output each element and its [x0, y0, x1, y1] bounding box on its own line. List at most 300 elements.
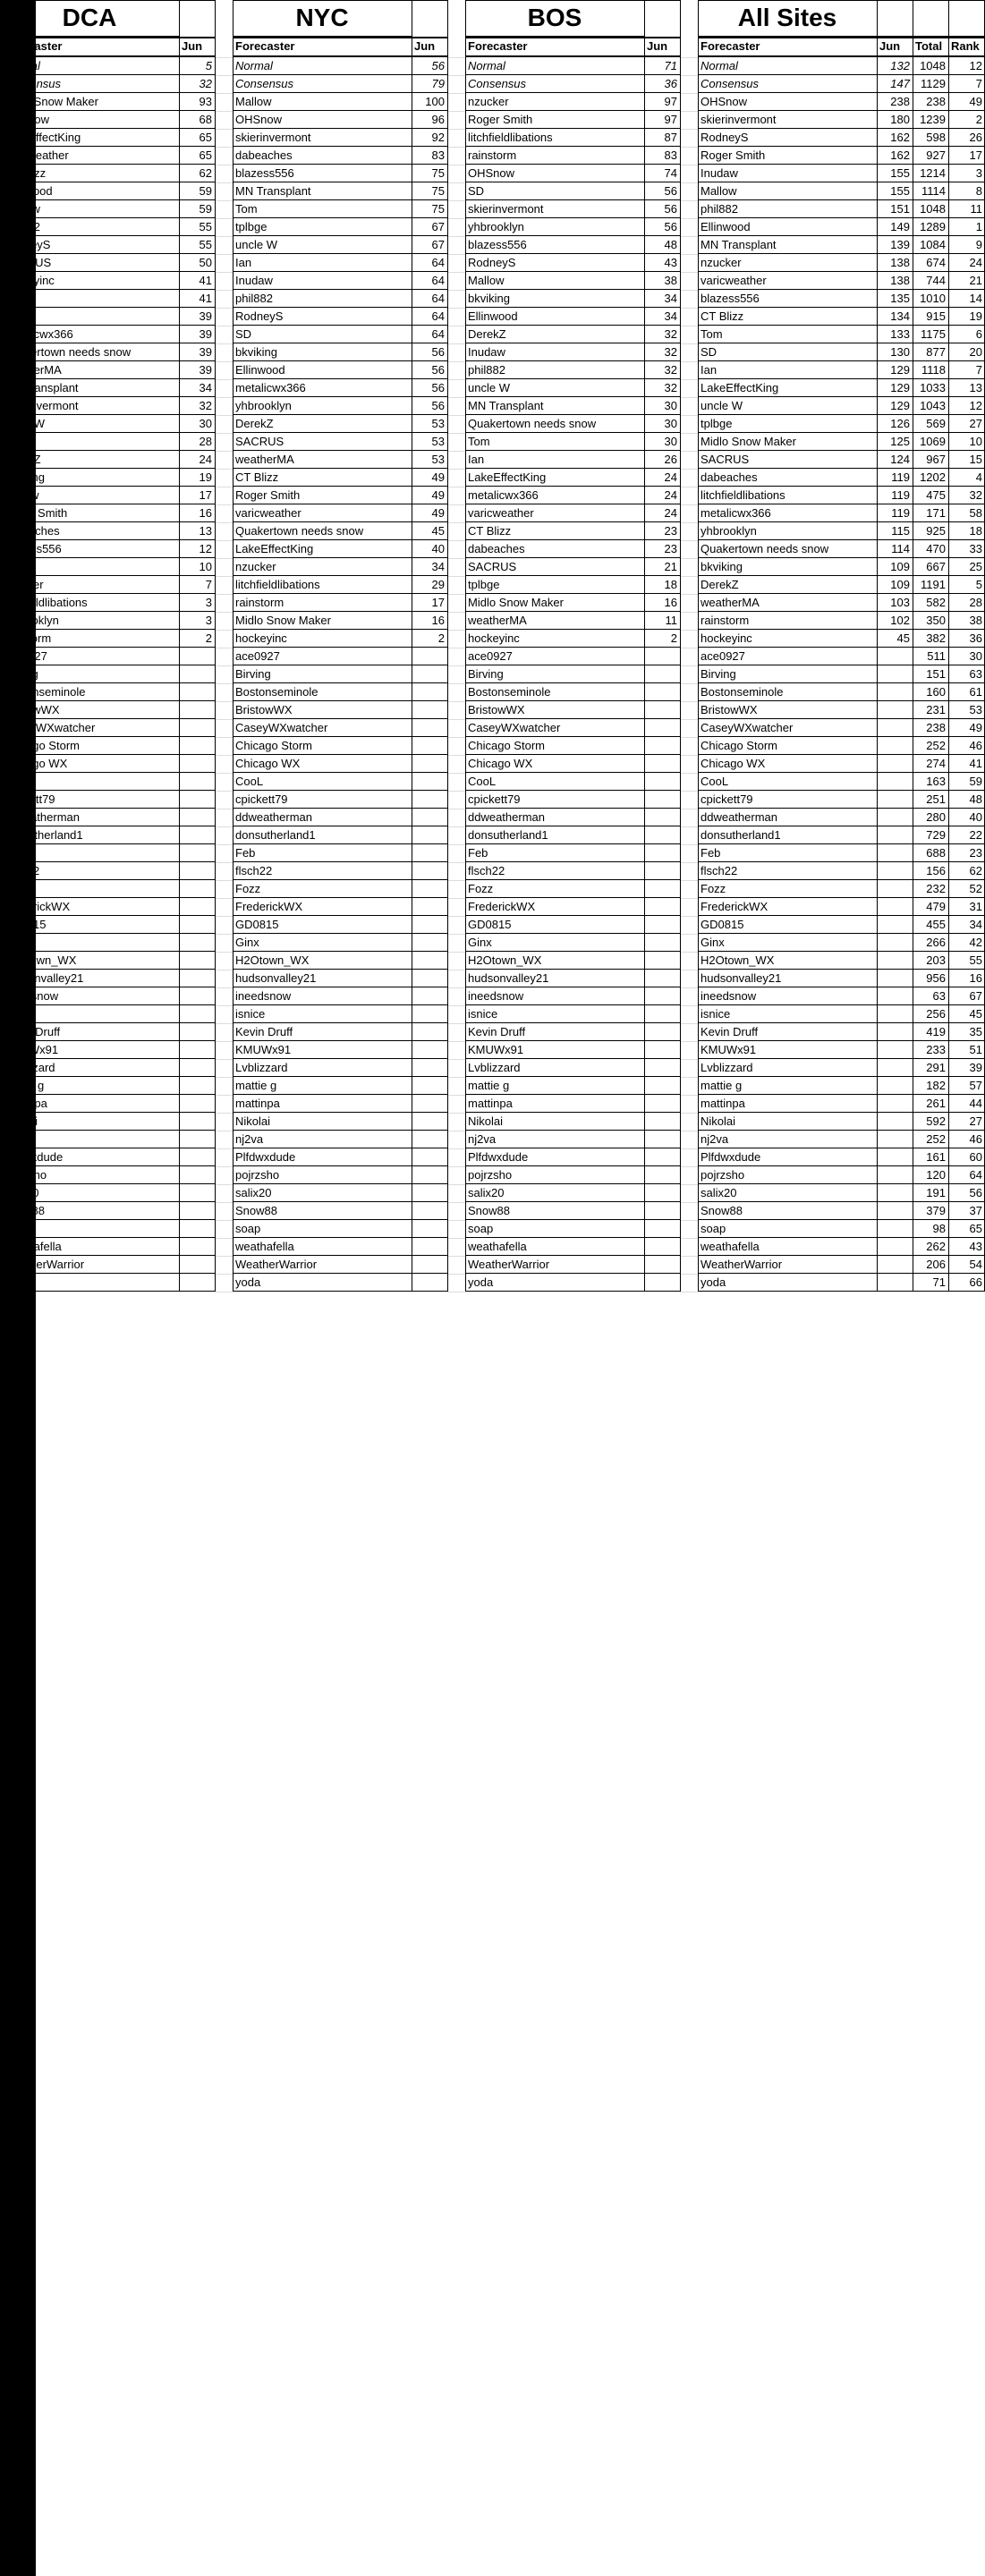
- grid-line: [465, 217, 680, 218]
- allsites-jun-score: 114: [891, 542, 910, 555]
- grid-line: [447, 683, 465, 684]
- grid-line: [447, 1274, 465, 1275]
- allsites-forecaster-name: Normal: [701, 59, 738, 72]
- grid-line: [0, 1022, 215, 1023]
- grid-line: [465, 575, 680, 576]
- grid-line: [215, 558, 233, 559]
- allsites-rank: 32: [969, 488, 982, 502]
- grid-line: [680, 1113, 698, 1114]
- bos-jun-score: 32: [664, 327, 677, 341]
- grid-line: [447, 1077, 465, 1078]
- bos-forecaster-name: metalicwx366: [468, 488, 539, 502]
- grid-line: [465, 1004, 680, 1005]
- grid-line: [233, 55, 447, 57]
- grid-line: [447, 1148, 465, 1149]
- allsites-jun-score: 135: [890, 292, 910, 305]
- dca-forecaster-name: nzucker: [3, 578, 44, 591]
- grid-line: [447, 236, 465, 237]
- dca-forecaster-name: Normal: [3, 59, 40, 72]
- allsites-rank: 18: [969, 524, 982, 538]
- grid-line: [680, 522, 698, 523]
- grid-line: [465, 1094, 680, 1095]
- grid-line: [465, 629, 680, 630]
- allsites-total-score: 151: [926, 667, 946, 681]
- grid-line: [447, 415, 465, 416]
- grid-line: [447, 1023, 465, 1024]
- allsites-total-score: 71: [932, 1275, 946, 1289]
- dca-inactive-forecaster-name: CooL: [3, 775, 31, 788]
- grid-line: [215, 987, 233, 988]
- bos-forecaster-name: Ellinwood: [468, 309, 518, 323]
- grid-line: [447, 1166, 465, 1167]
- grid-line: [233, 1112, 447, 1113]
- grid-line: [698, 1183, 985, 1184]
- grid-line: [215, 57, 233, 58]
- nyc-jun-score: 17: [431, 596, 445, 609]
- bos-forecaster-name: SD: [468, 184, 485, 198]
- grid-line: [465, 1022, 680, 1023]
- allsites-forecaster-name: bkviking: [701, 560, 743, 573]
- grid-line: [680, 737, 698, 738]
- allsites-total-score: 927: [926, 148, 946, 162]
- grid-line: [698, 128, 985, 129]
- nyc-inactive-forecaster-name: ineedsnow: [235, 989, 292, 1003]
- nyc-forecaster-name: Consensus: [235, 77, 294, 90]
- allsites-rank: 30: [969, 649, 982, 663]
- allsites-rank: 16: [969, 971, 982, 985]
- dca-inactive-forecaster-name: ineedsnow: [3, 989, 59, 1003]
- allsites-inactive-forecaster-name: Nikolai: [701, 1114, 736, 1128]
- grid-line: [233, 468, 447, 469]
- grid-line: [0, 199, 215, 200]
- allsites-total-score: 674: [926, 256, 946, 269]
- grid-line: [465, 718, 680, 719]
- grid-line: [0, 1237, 215, 1238]
- allsites-rank: 40: [969, 810, 982, 824]
- nyc-jun-score: 79: [431, 77, 445, 90]
- allsites-inactive-forecaster-name: flsch22: [701, 864, 738, 877]
- bos-forecaster-name: SACRUS: [468, 560, 517, 573]
- nyc-inactive-forecaster-name: BristowWX: [235, 703, 293, 716]
- grid-line: [680, 1238, 698, 1239]
- allsites-jun-score: 132: [890, 59, 910, 72]
- nyc-inactive-forecaster-name: Plfdwxdude: [235, 1150, 296, 1164]
- grid-line: [698, 897, 985, 898]
- bos-forecaster-name: dabeaches: [468, 542, 525, 555]
- grid-line: [447, 701, 465, 702]
- grid-line: [215, 1184, 233, 1185]
- grid-line: [233, 146, 447, 147]
- grid-line: [680, 236, 698, 237]
- allsites-rank: 13: [969, 381, 982, 394]
- allsites-forecaster-name: Mallow: [701, 184, 737, 198]
- grid-line: [215, 630, 233, 631]
- dca-jun-score: 3: [205, 596, 212, 609]
- grid-line: [680, 504, 698, 505]
- nyc-forecaster-name: Tom: [235, 202, 258, 216]
- allsites-total-score: 1010: [920, 292, 946, 305]
- allsites-jun-score: 238: [890, 95, 910, 108]
- nyc-inactive-forecaster-name: donsutherland1: [235, 828, 316, 842]
- nyc-jun-score: 64: [431, 292, 445, 305]
- allsites-forecaster-name: weatherMA: [701, 596, 760, 609]
- grid-line: [465, 128, 680, 129]
- allsites-rank: 14: [969, 292, 982, 305]
- grid-line: [447, 1256, 465, 1257]
- grid-line: [233, 450, 447, 451]
- grid-line: [465, 486, 680, 487]
- bos-jun-score: 32: [664, 345, 677, 359]
- nyc-jun-score: 56: [431, 381, 445, 394]
- dca-inactive-forecaster-name: Fozz: [3, 882, 29, 895]
- allsites-jun-score: 109: [890, 578, 910, 591]
- bos-forecaster-name: CT Blizz: [468, 524, 512, 538]
- grid-line: [233, 539, 447, 540]
- grid-line: [698, 629, 985, 630]
- grid-line: [465, 1255, 680, 1256]
- grid-line: [215, 719, 233, 720]
- allsites-total-score: 350: [926, 614, 946, 627]
- grid-line: [680, 75, 698, 76]
- nyc-inactive-forecaster-name: Chicago Storm: [235, 739, 312, 752]
- allsites-rank: 56: [969, 1186, 982, 1199]
- nyc-forecaster-name: yhbrooklyn: [235, 399, 292, 412]
- allsites-rank: 61: [969, 685, 982, 699]
- grid-line: [465, 700, 680, 701]
- nyc-forecaster-name: LakeEffectKing: [235, 542, 314, 555]
- allsites-rank: 33: [969, 542, 982, 555]
- allsites-rank: 38: [969, 614, 982, 627]
- bos-jun-score: 71: [664, 59, 677, 72]
- grid-line: [447, 451, 465, 452]
- allsites-inactive-forecaster-name: Snow88: [701, 1204, 743, 1217]
- bos-inactive-forecaster-name: nj2va: [468, 1132, 497, 1146]
- grid-line: [465, 736, 680, 737]
- grid-line: [215, 75, 233, 76]
- grid-line: [680, 290, 698, 291]
- grid-line: [680, 880, 698, 881]
- grid-line: [698, 1040, 985, 1041]
- grid-line: [447, 522, 465, 523]
- grid-line: [698, 1165, 985, 1166]
- bos-jun-score: 32: [664, 381, 677, 394]
- allsites-rank: 43: [969, 1240, 982, 1253]
- bos-jun-score: 48: [664, 238, 677, 251]
- grid-line: [698, 611, 985, 612]
- nyc-inactive-forecaster-name: yoda: [235, 1275, 261, 1289]
- grid-line: [0, 611, 215, 612]
- dca-jun-score: 62: [199, 166, 212, 180]
- allsites-rank: 6: [975, 327, 982, 341]
- grid-line: [447, 862, 465, 863]
- allsites-total-score: 915: [926, 309, 946, 323]
- dca-jun-score: 65: [199, 148, 212, 162]
- dca-jun-score: 50: [199, 256, 212, 269]
- dca-jun-score: 32: [199, 77, 212, 90]
- allsites-header-forecaster: Forecaster: [701, 39, 760, 53]
- grid-line: [465, 790, 680, 791]
- dca-inactive-forecaster-name: donsutherland1: [3, 828, 83, 842]
- grid-line: [0, 897, 215, 898]
- allsites-rank: 41: [969, 757, 982, 770]
- allsites-inactive-forecaster-name: BristowWX: [701, 703, 758, 716]
- allsites-forecaster-name: DerekZ: [701, 578, 739, 591]
- grid-line: [0, 1076, 215, 1077]
- grid-line: [465, 682, 680, 683]
- grid-line: [465, 1165, 680, 1166]
- allsites-inactive-forecaster-name: mattinpa: [701, 1097, 745, 1110]
- grid-line: [680, 773, 698, 774]
- bos-forecaster-name: Tom: [468, 435, 490, 448]
- grid-line: [465, 897, 680, 898]
- nyc-inactive-forecaster-name: hudsonvalley21: [235, 971, 317, 985]
- grid-line: [465, 843, 680, 844]
- grid-line: [680, 1095, 698, 1096]
- grid-line: [680, 862, 698, 863]
- allsites-header-jun: Jun: [879, 39, 901, 53]
- allsites-inactive-forecaster-name: CaseyWXwatcher: [701, 721, 794, 734]
- allsites-jun-score: 102: [890, 614, 910, 627]
- grid-line: [698, 1255, 985, 1256]
- nyc-forecaster-name: CT Blizz: [235, 470, 279, 484]
- nyc-inactive-forecaster-name: Birving: [235, 667, 271, 681]
- grid-line: [680, 1041, 698, 1042]
- grid-line: [465, 378, 680, 379]
- grid-line: [0, 861, 215, 862]
- grid-line: [215, 1041, 233, 1042]
- bos-inactive-forecaster-name: isnice: [468, 1007, 498, 1021]
- grid-line: [233, 879, 447, 880]
- grid-line: [680, 93, 698, 94]
- grid-line: [465, 951, 680, 952]
- grid-line: [698, 37, 985, 38]
- grid-line: [0, 1112, 215, 1113]
- grid-line: [233, 253, 447, 254]
- bos-jun-score: 24: [664, 506, 677, 520]
- allsites-jun-score: 134: [890, 309, 910, 323]
- bos-jun-score: 23: [664, 542, 677, 555]
- allsites-total-score: 274: [926, 757, 946, 770]
- nyc-inactive-forecaster-name: weathafella: [235, 1240, 294, 1253]
- bos-inactive-forecaster-name: Birving: [468, 667, 504, 681]
- grid-line: [680, 379, 698, 380]
- grid-line: [233, 217, 447, 218]
- dca-inactive-forecaster-name: Kevin Druff: [3, 1025, 61, 1038]
- dca-inactive-forecaster-name: Chicago WX: [3, 757, 68, 770]
- grid-line: [447, 844, 465, 845]
- grid-line: [0, 879, 215, 880]
- dca-jun-score: 55: [199, 238, 212, 251]
- dca-inactive-forecaster-name: Bostonseminole: [3, 685, 86, 699]
- allsites-forecaster-name: metalicwx366: [701, 506, 771, 520]
- grid-line: [447, 397, 465, 398]
- grid-line: [215, 451, 233, 452]
- grid-line: [447, 1202, 465, 1203]
- nyc-inactive-forecaster-name: Bostonseminole: [235, 685, 318, 699]
- grid-line: [698, 199, 985, 200]
- allsites-rank: 24: [969, 256, 982, 269]
- grid-line: [447, 254, 465, 255]
- bos-jun-score: 97: [664, 95, 677, 108]
- grid-line: [233, 37, 447, 38]
- grid-line: [698, 1076, 985, 1077]
- allsites-forecaster-name: Quakertown needs snow: [701, 542, 829, 555]
- grid-line: [465, 396, 680, 397]
- grid-line: [215, 826, 233, 827]
- grid-line: [233, 736, 447, 737]
- allsites-total-score: 582: [926, 596, 946, 609]
- allsites-total-score: 592: [926, 1114, 946, 1128]
- dca-inactive-forecaster-name: Birving: [3, 667, 38, 681]
- bos-forecaster-name: Quakertown needs snow: [468, 417, 597, 430]
- allsites-total-score: 1048: [920, 202, 946, 216]
- dca-inactive-forecaster-name: isnice: [3, 1007, 33, 1021]
- grid-line: [233, 1291, 447, 1292]
- grid-line: [447, 308, 465, 309]
- bos-inactive-forecaster-name: GD0815: [468, 918, 512, 931]
- dca-inactive-forecaster-name: mattinpa: [3, 1097, 47, 1110]
- dca-jun-score: 55: [199, 220, 212, 233]
- grid-line: [698, 146, 985, 147]
- grid-line: [680, 415, 698, 416]
- allsites-total-score: 98: [932, 1222, 946, 1235]
- nyc-inactive-forecaster-name: Kevin Druff: [235, 1025, 293, 1038]
- nyc-jun-score: 56: [431, 363, 445, 377]
- grid-line: [465, 164, 680, 165]
- allsites-forecaster-name: Ian: [701, 363, 718, 377]
- grid-line: [465, 1237, 680, 1238]
- dca-forecaster-name: yhbrooklyn: [3, 614, 59, 627]
- grid-line: [680, 451, 698, 452]
- nyc-forecaster-name: hockeyinc: [235, 631, 287, 645]
- allsites-forecaster-name: blazess556: [701, 292, 760, 305]
- grid-line: [447, 791, 465, 792]
- dca-inactive-forecaster-name: WeatherWarrior: [3, 1258, 85, 1271]
- bos-inactive-forecaster-name: ineedsnow: [468, 989, 524, 1003]
- nyc-jun-score: 96: [431, 113, 445, 126]
- bos-inactive-forecaster-name: Chicago WX: [468, 757, 533, 770]
- allsites-inactive-forecaster-name: FrederickWX: [701, 900, 768, 913]
- dca-forecaster-name: Consensus: [3, 77, 62, 90]
- nyc-inactive-forecaster-name: pojrzsho: [235, 1168, 280, 1182]
- grid-line: [0, 969, 215, 970]
- allsites-total-score: 744: [926, 274, 946, 287]
- allsites-rank: 5: [975, 578, 982, 591]
- grid-line: [179, 0, 180, 1292]
- grid-line: [215, 93, 233, 94]
- dca-forecaster-name: skierinvermont: [3, 399, 79, 412]
- dca-forecaster-name: blazess556: [3, 542, 62, 555]
- grid-line: [447, 558, 465, 559]
- allsites-jun-score: 162: [890, 148, 910, 162]
- grid-line: [215, 773, 233, 774]
- allsites-inactive-forecaster-name: soap: [701, 1222, 726, 1235]
- allsites-total-score: 252: [926, 1132, 946, 1146]
- allsites-inactive-forecaster-name: Chicago WX: [701, 757, 766, 770]
- nyc-inactive-forecaster-name: H2Otown_WX: [235, 953, 310, 967]
- nyc-inactive-forecaster-name: flsch22: [235, 864, 273, 877]
- grid-line: [0, 0, 1, 1292]
- grid-line: [215, 701, 233, 702]
- allsites-total-score: 120: [926, 1168, 946, 1182]
- grid-line: [698, 843, 985, 844]
- grid-line: [465, 1112, 680, 1113]
- allsites-rank: 2: [975, 113, 982, 126]
- grid-line: [233, 432, 447, 433]
- grid-line: [233, 915, 447, 916]
- grid-line: [447, 1095, 465, 1096]
- bos-jun-score: 56: [664, 184, 677, 198]
- grid-line: [465, 879, 680, 880]
- grid-line: [680, 1077, 698, 1078]
- grid-line: [698, 647, 985, 648]
- dca-inactive-forecaster-name: salix20: [3, 1186, 39, 1199]
- grid-line: [233, 1165, 447, 1166]
- allsites-inactive-forecaster-name: isnice: [701, 1007, 731, 1021]
- allsites-jun-score: 119: [891, 488, 910, 502]
- grid-line: [465, 539, 680, 540]
- grid-line: [447, 182, 465, 183]
- grid-line: [0, 915, 215, 916]
- grid-line: [215, 755, 233, 756]
- allsites-rank: 1: [975, 220, 982, 233]
- nyc-forecaster-name: skierinvermont: [235, 131, 311, 144]
- grid-line: [698, 808, 985, 809]
- grid-line: [465, 969, 680, 970]
- dca-jun-score: 39: [199, 363, 212, 377]
- grid-line: [465, 1291, 680, 1292]
- grid-line: [233, 414, 447, 415]
- bos-forecaster-name: Mallow: [468, 274, 505, 287]
- dca-forecaster-name: Ian: [3, 309, 20, 323]
- dca-inactive-forecaster-name: mattie g: [3, 1079, 45, 1092]
- grid-line: [447, 1113, 465, 1114]
- grid-line: [215, 236, 233, 237]
- grid-line: [233, 1130, 447, 1131]
- grid-line: [447, 952, 465, 953]
- dca-forecaster-name: Midlo Snow Maker: [3, 95, 98, 108]
- grid-line: [215, 272, 233, 273]
- grid-line: [680, 361, 698, 362]
- grid-line: [0, 235, 215, 236]
- nyc-jun-score: 53: [431, 453, 445, 466]
- allsites-title: All Sites: [737, 4, 837, 31]
- nyc-jun-score: 67: [431, 238, 445, 251]
- bos-jun-score: 23: [664, 524, 677, 538]
- grid-line: [698, 396, 985, 397]
- nyc-forecaster-name: Ellinwood: [235, 363, 285, 377]
- grid-line: [233, 843, 447, 844]
- grid-line: [215, 540, 233, 541]
- bos-jun-score: 11: [665, 614, 677, 627]
- allsites-forecaster-name: tplbge: [701, 417, 733, 430]
- nyc-forecaster-name: dabeaches: [235, 148, 293, 162]
- dca-jun-score: 68: [199, 113, 212, 126]
- grid-line: [0, 593, 215, 594]
- dca-inactive-forecaster-name: H2Otown_WX: [3, 953, 77, 967]
- grid-line: [698, 593, 985, 594]
- allsites-total-score: 191: [926, 1186, 946, 1199]
- grid-line: [233, 1201, 447, 1202]
- allsites-rank: 12: [969, 59, 982, 72]
- allsites-rank: 20: [969, 345, 982, 359]
- dca-forecaster-name: phil882: [3, 220, 40, 233]
- grid-line: [215, 218, 233, 219]
- grid-line: [447, 1041, 465, 1042]
- grid-line: [215, 1148, 233, 1149]
- dca-forecaster-name: Ellinwood: [3, 184, 53, 198]
- grid-line: [465, 808, 680, 809]
